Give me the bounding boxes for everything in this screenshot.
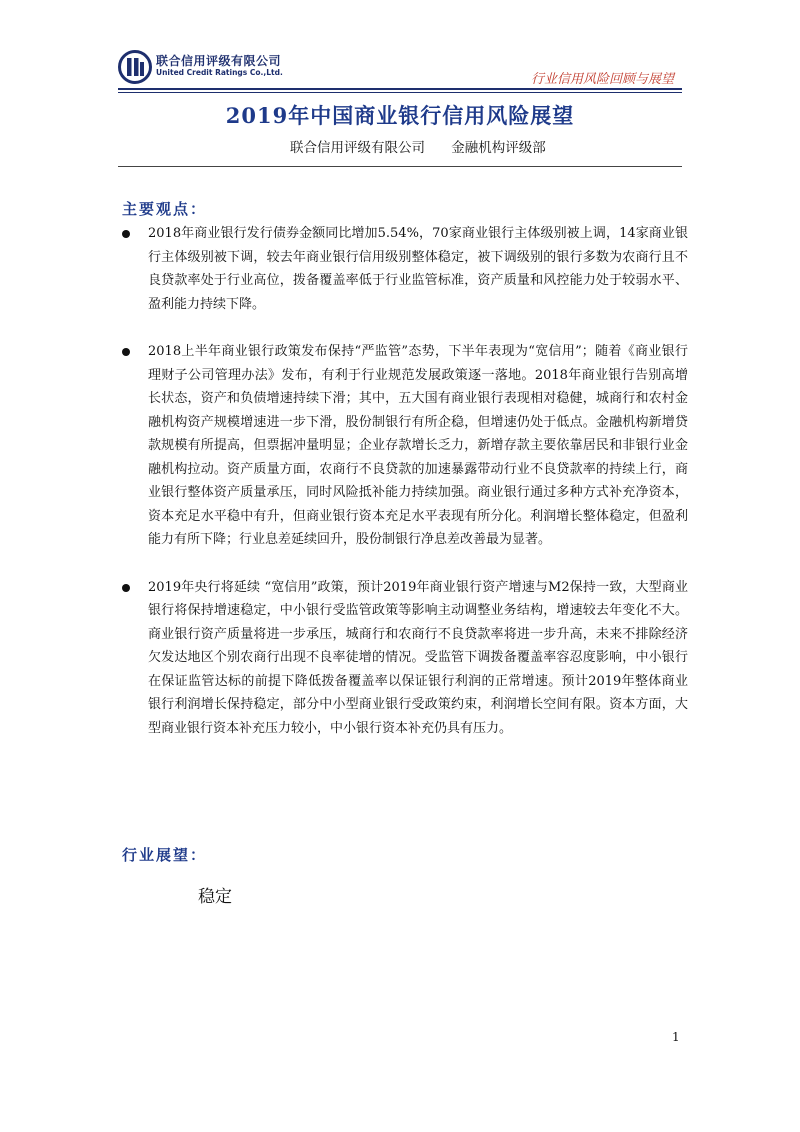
key-point — [122, 340, 688, 552]
document-title: 2019年中国商业银行信用风险展望 — [225, 103, 575, 128]
report-type-label: 行业信用风险回顾与展望 — [530, 72, 674, 87]
header-divider — [118, 88, 682, 93]
key-points-heading: 主要观点： — [122, 200, 208, 218]
company-name-en: United Credit Ratings Co.,Ltd. — [156, 68, 283, 77]
company-logo-icon — [118, 50, 152, 84]
page-header — [118, 48, 682, 92]
key-points-list — [122, 222, 688, 764]
key-point-text: 2018上半年商业银行政策发布保持“严监管”态势，下半年表现为“宽信用”；随着《商业银行理财子公司管理办法》发布，有利于行业规范发展政策逐一落地。2018年商业银行告别高增长状态，资产和负债增速持续下滑；其中，五大国有商业银行表现相对稳健，城商行和农村金融机构资产规模增速进一步下滑，股份制银行有所企稳，但增速仍处于低点。金融机构新增贷款规模有所提高，但票据冲量明显；企业存款增长乏力，新增存款主要依靠居民和非银行业金融机构拉动。资产质量方面，农商行不良贷款的加速暴露带动行业不良贷款率的持续上行，商业银行整体资产质量承压，同时风险抵补能力持续加强。商业银行通过多种方式补充净资本，资本充足水平稳中有升，但商业银行资本充足水平表现有所分化。利润增长整体稳定，但盈利能力有所下降；行业息差延续回升，股份制银行净息差改善最为显著。 — [148, 344, 688, 547]
author-department: 金融机构评级部 — [451, 140, 546, 156]
subtitle-divider — [118, 166, 682, 167]
company-logo — [118, 50, 338, 86]
page-number: 1 — [672, 1030, 680, 1044]
key-point-text: 2019年央行将延续 “宽信用”政策，预计2019年商业银行资产增速与M2保持一致，大型商业银行将保持增速稳定，中小银行受监管政策等影响主动调整业务结构，增速较去年变化不大。商业银行资产质量将进一步承压，城商行和农商行不良贷款率将进一步升高，未来不排除经济欠发达地区个别农商行出现不良率徒增的情况。受监管下调拨备覆盖率容忍度影响，中小银行在保证监管达标的前提下降低拨备覆盖率以保证银行利润的正常增速。预计2019年整体商业银行利润增长保持稳定，部分中小型商业银行受政策约束，利润增长空间有限。资本方面，大型商业银行资本补充压力较小，中小银行资本补充仍具有压力。 — [148, 579, 688, 736]
company-name-cn: 联合信用评级有限公司 — [156, 54, 282, 68]
key-point-text: 2018年商业银行发行债券金额同比增加5.54%，70家商业银行主体级别被上调，14家商业银行主体级别被下调，较去年商业银行信用级别整体稳定，被下调级别的银行多数为农商行且不良贷款率处于行业高位，拨备覆盖率低于行业监管标准，资产质量和风控能力处于较弱水平、盈利能力持续下降。 — [148, 226, 688, 312]
outlook-heading: 行业展望： — [122, 846, 208, 864]
key-point — [122, 222, 688, 316]
bullet-icon — [122, 348, 130, 356]
document-subtitle — [290, 136, 546, 156]
outlook-value: 稳定 — [198, 887, 232, 907]
key-point — [122, 576, 688, 741]
bullet-icon — [122, 230, 130, 238]
author-company: 联合信用评级有限公司 — [290, 140, 425, 156]
bullet-icon — [122, 584, 130, 592]
